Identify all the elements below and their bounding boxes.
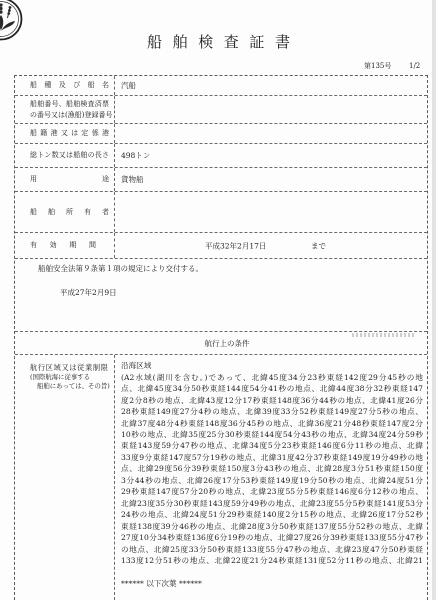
label-cell: [15, 76, 115, 95]
area-text-line: 点、北緯29度56分39秒東経150度3分43秒の地点、北緯28度3分51秒東経150度: [121, 464, 423, 474]
row-ship-number: [15, 96, 427, 124]
area-text-line: 28秒東経149度27分4秒の地点、北緯39度33分52秒東経149度27分5秒の地点、: [121, 407, 423, 417]
row-label: 総トン数又は船舶の長さ: [30, 151, 109, 160]
area-text-line: の地点、北緯25度33分50秒東経133度55分47秒の地点、北緯23度47分50秒東経: [121, 544, 423, 554]
area-text-line: 3分44秒の地点、北緯26度17分53秒東経149度19分50秒の地点、北緯24度51分: [121, 475, 423, 485]
value-cell: [115, 233, 427, 258]
value-cell: [115, 96, 427, 123]
label-cell: [15, 96, 115, 123]
page-number: 1/2: [409, 62, 421, 70]
row-label-line: 船舶番号、船舶検査済票: [30, 100, 109, 108]
document-title: 船舶検査証書: [147, 33, 301, 51]
row-label: 用途: [30, 175, 109, 184]
area-text-line: 北緯23度35分30秒東経143度59分49秒の地点、北緯23度55分5秒東経141度53分: [121, 498, 423, 508]
row-value: 498トン: [121, 151, 151, 160]
area-name: 沿海区域: [121, 361, 152, 371]
spacer: [121, 566, 424, 577]
value-cell: [115, 76, 427, 95]
row-gross-tonnage: [15, 144, 427, 168]
seal-emblem-icon: [0, 0, 23, 41]
area-text-line: 東経143度59分47秒の地点、北緯34度5分23秒東経146度6分11秒の地点、北緯: [121, 441, 423, 451]
faint-print-marks: [352, 333, 415, 337]
area-text-line: 10秒の地点、北緯35度25分30秒東経144度54分43秒の地点、北緯34度24分59秒: [121, 430, 423, 440]
area-text-line: 24秒の地点、北緯24度51分29秒東経140度2分15秒の地点、北緯26度17分52秒: [121, 510, 423, 520]
label-cell: [15, 168, 115, 191]
area-text-line: 133度12分51秒の地点、北緯22度21分24秒東経131度52分11秒の地点、北緯21: [121, 556, 423, 565]
area-text-line: 29秒東経147度57分20秒の地点、北緯23度55分5秒東経146度6分12秒の地点、: [121, 487, 423, 497]
row-label: 有効期間: [30, 241, 96, 250]
value-cell: [115, 168, 427, 191]
issuance-statement: 船舶安全法第９条第１項の規定により交付する。: [38, 264, 203, 273]
certificate-form: [14, 75, 428, 600]
validity-until-label: まで: [311, 241, 326, 250]
navigation-area-row: [15, 355, 427, 600]
label-cell: [15, 233, 115, 258]
continued-on-next-page: ****** 以下次葉 ******: [121, 578, 202, 588]
row-label: 船種及び船名: [30, 81, 109, 90]
row-label-line: の番号又は(漁船)登録番号: [30, 110, 113, 119]
area-text-line: 33度9分東経147度57分19秒の地点、北緯31度42分37秒東経149度19分49秒の地: [121, 452, 423, 462]
value-cell: [115, 124, 427, 143]
issuance-block: [15, 259, 427, 332]
navigation-area-note-line: 船舶にあっては、その旨): [37, 381, 110, 390]
row-port-of-registry: [15, 124, 427, 144]
navigation-area-text: [115, 355, 427, 600]
value-cell: [115, 144, 427, 167]
document-number: 第135号: [364, 62, 392, 70]
navigation-area-label: 航行区域又は従業制限: [30, 363, 108, 372]
issuance-date: 平成27年2月9日: [60, 288, 117, 297]
area-text-line: 27度10分34秒東経136度6分19秒の地点、北緯27度26分39秒東経133度55分47秒: [121, 533, 423, 543]
row-label: 船籍港又は定係港: [30, 129, 109, 138]
area-text-line: 点、北緯45度34分50秒東経144度54分41秒の地点、北緯44度38分32秒東経147: [121, 384, 423, 394]
row-value: 貨物船: [121, 175, 144, 184]
area-text-line: 度2分8秒の地点、北緯43度12分17秒東経148度36分44秒の地点、北緯41度26分: [121, 395, 423, 405]
row-validity-period: [15, 233, 427, 259]
area-text-line: 東経138度39分46秒の地点、北緯28度3分50秒東経137度55分52秒の地点、北緯: [121, 521, 423, 531]
area-text-line: (A2水域(湖川を含む。)であって、北緯45度34分23秒東経142度29分45秒の地: [121, 372, 423, 382]
row-value: 汽船: [121, 81, 136, 90]
row-owner: [15, 192, 427, 233]
validity-end-date: 平成32年2月17日: [205, 241, 267, 250]
row-label: 船舶所有者: [30, 207, 109, 216]
label-cell: [15, 124, 115, 143]
label-cell: [15, 355, 115, 600]
value-cell: [115, 192, 427, 232]
row-purpose: [15, 168, 427, 192]
navigation-area-note-line: (国際航海に従事する: [30, 373, 91, 381]
section-heading: 航行上の条件: [204, 338, 250, 348]
label-cell: [15, 192, 115, 232]
area-text-line: 北緯37度48分4秒東経148度36分45秒の地点、北緯36度21分48秒東経147度2分: [121, 418, 423, 428]
label-cell: [15, 144, 115, 167]
scan-edge: [432, 0, 436, 600]
row-ship-type-name: [15, 76, 427, 96]
